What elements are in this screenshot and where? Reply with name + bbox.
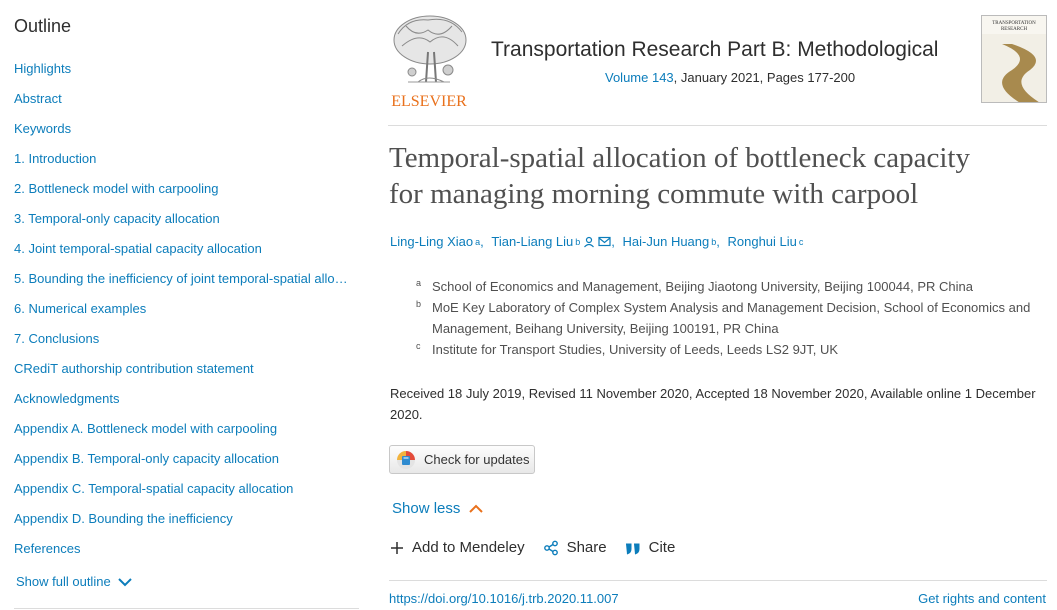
plus-icon: [390, 541, 404, 555]
author-affil-sup: c: [798, 236, 804, 247]
quote-icon: [625, 541, 641, 555]
outline-list: [14, 59, 354, 569]
affiliation-text: MoE Key Laboratory of Complex System Analysis and Management Decision, School of Economics and Management, Beihang University, Beijing 100191, PR China: [432, 300, 1031, 336]
elsevier-tree-icon: [388, 12, 470, 88]
outline-item-introduction[interactable]: 1. Introduction: [14, 151, 97, 166]
doi-divider: [389, 580, 1047, 581]
cover-title: TRANSPORTATION RESEARCH: [992, 21, 1036, 32]
cite-button[interactable]: [625, 539, 676, 556]
affiliation-list: [416, 276, 1046, 360]
outline-item-section-6[interactable]: 6. Numerical examples: [14, 301, 147, 316]
outline-item-references[interactable]: References: [14, 541, 81, 556]
journal-meta: [605, 70, 855, 85]
chevron-up-icon: [468, 504, 484, 514]
elsevier-wordmark: ELSEVIER: [391, 93, 467, 110]
author-name[interactable]: Hai-Jun Huang: [622, 234, 710, 249]
show-less-button[interactable]: [392, 500, 484, 517]
outline-item-appendix-d[interactable]: Appendix D. Bounding the inefficiency: [14, 511, 233, 526]
show-full-outline-button[interactable]: [16, 574, 133, 589]
add-to-mendeley-label: Add to Mendeley: [412, 539, 525, 556]
issue-info: , January 2021, Pages 177-200: [673, 70, 856, 85]
outline-item-section-4[interactable]: 4. Joint temporal-spatial capacity allocation: [14, 241, 262, 256]
outline-item-abstract[interactable]: Abstract: [14, 91, 62, 106]
check-for-updates-button[interactable]: [389, 445, 535, 474]
author-list: Ling-Ling Xiao a , Tian-Liang Liu b , Hai-Jun Huang b , Ronghui Liu c: [390, 234, 804, 249]
author-affil-sup: b: [711, 236, 717, 247]
article-actions: [390, 539, 693, 556]
outline-item-section-5[interactable]: 5. Bounding the inefficiency of joint temporal-spatial allo…: [14, 271, 348, 286]
outline-item-appendix-c[interactable]: Appendix C. Temporal-spatial capacity allocation: [14, 481, 294, 496]
crossmark-icon: [396, 450, 416, 470]
outline-item-conclusions[interactable]: 7. Conclusions: [14, 331, 100, 346]
email-icon[interactable]: [598, 236, 611, 247]
outline-heading: Outline: [14, 16, 72, 36]
outline-item-appendix-a[interactable]: Appendix A. Bottleneck model with carpooling: [14, 421, 278, 436]
outline-item-acknowledgments[interactable]: Acknowledgments: [14, 391, 120, 406]
person-icon[interactable]: [583, 236, 595, 248]
chevron-down-icon: [117, 577, 133, 587]
outline-sidebar: [0, 0, 360, 610]
cite-label: Cite: [648, 539, 676, 556]
header-divider: [388, 125, 1047, 126]
article-title-line-2: for managing morning commute with carpool: [389, 178, 919, 210]
affiliation-item: [416, 276, 1046, 297]
outline-item-credit[interactable]: CRediT authorship contribution statement: [14, 361, 254, 376]
affiliation-text: School of Economics and Management, Beijing Jiaotong University, Beijing 100044, PR China: [432, 279, 974, 294]
author-name[interactable]: Tian-Liang Liu: [491, 234, 574, 249]
affiliation-label: a: [416, 278, 422, 288]
affiliation-item: [416, 339, 1046, 360]
journal-cover-thumbnail[interactable]: [981, 15, 1047, 103]
check-for-updates-label: Check for updates: [424, 452, 530, 467]
rights-link[interactable]: Get rights and content: [918, 591, 1046, 606]
outline-item-section-2[interactable]: 2. Bottleneck model with carpooling: [14, 181, 219, 196]
cover-road-image: [982, 34, 1047, 103]
outline-item-keywords[interactable]: Keywords: [14, 121, 72, 136]
author-affil-sup: a: [475, 236, 481, 247]
outline-item-highlights[interactable]: Highlights: [14, 61, 72, 76]
outline-item-appendix-b[interactable]: Appendix B. Temporal-only capacity allocation: [14, 451, 279, 466]
article-history-dates: Received 18 July 2019, Revised 11 November 2020, Accepted 18 November 2020, Available online 1 December 2020.: [390, 386, 1036, 422]
author-affil-sup: b: [575, 236, 581, 247]
article-title: [389, 140, 1049, 212]
affiliation-item: [416, 297, 1046, 339]
show-less-label: Show less: [392, 500, 461, 517]
show-full-outline-label: Show full outline: [16, 574, 111, 589]
add-to-mendeley-button[interactable]: [390, 539, 525, 556]
doi-link[interactable]: https://doi.org/10.1016/j.trb.2020.11.007: [389, 591, 619, 606]
author-name[interactable]: Ronghui Liu: [727, 234, 797, 249]
share-icon: [543, 540, 559, 556]
affiliation-label: c: [416, 341, 421, 351]
article-title-line-1: Temporal-spatial allocation of bottleneck capacity: [389, 142, 970, 174]
affiliation-text: Institute for Transport Studies, University of Leeds, Leeds LS2 9JT, UK: [432, 342, 839, 357]
affiliation-label: b: [416, 299, 422, 309]
share-label: Share: [566, 539, 607, 556]
elsevier-logo[interactable]: [388, 12, 470, 110]
author-name[interactable]: Ling-Ling Xiao: [390, 234, 474, 249]
volume-link[interactable]: Volume 143: [605, 70, 674, 85]
journal-title[interactable]: Transportation Research Part B: Methodological: [491, 38, 939, 61]
sidebar-divider: [14, 608, 359, 609]
share-button[interactable]: [543, 539, 607, 556]
outline-item-section-3[interactable]: 3. Temporal-only capacity allocation: [14, 211, 220, 226]
